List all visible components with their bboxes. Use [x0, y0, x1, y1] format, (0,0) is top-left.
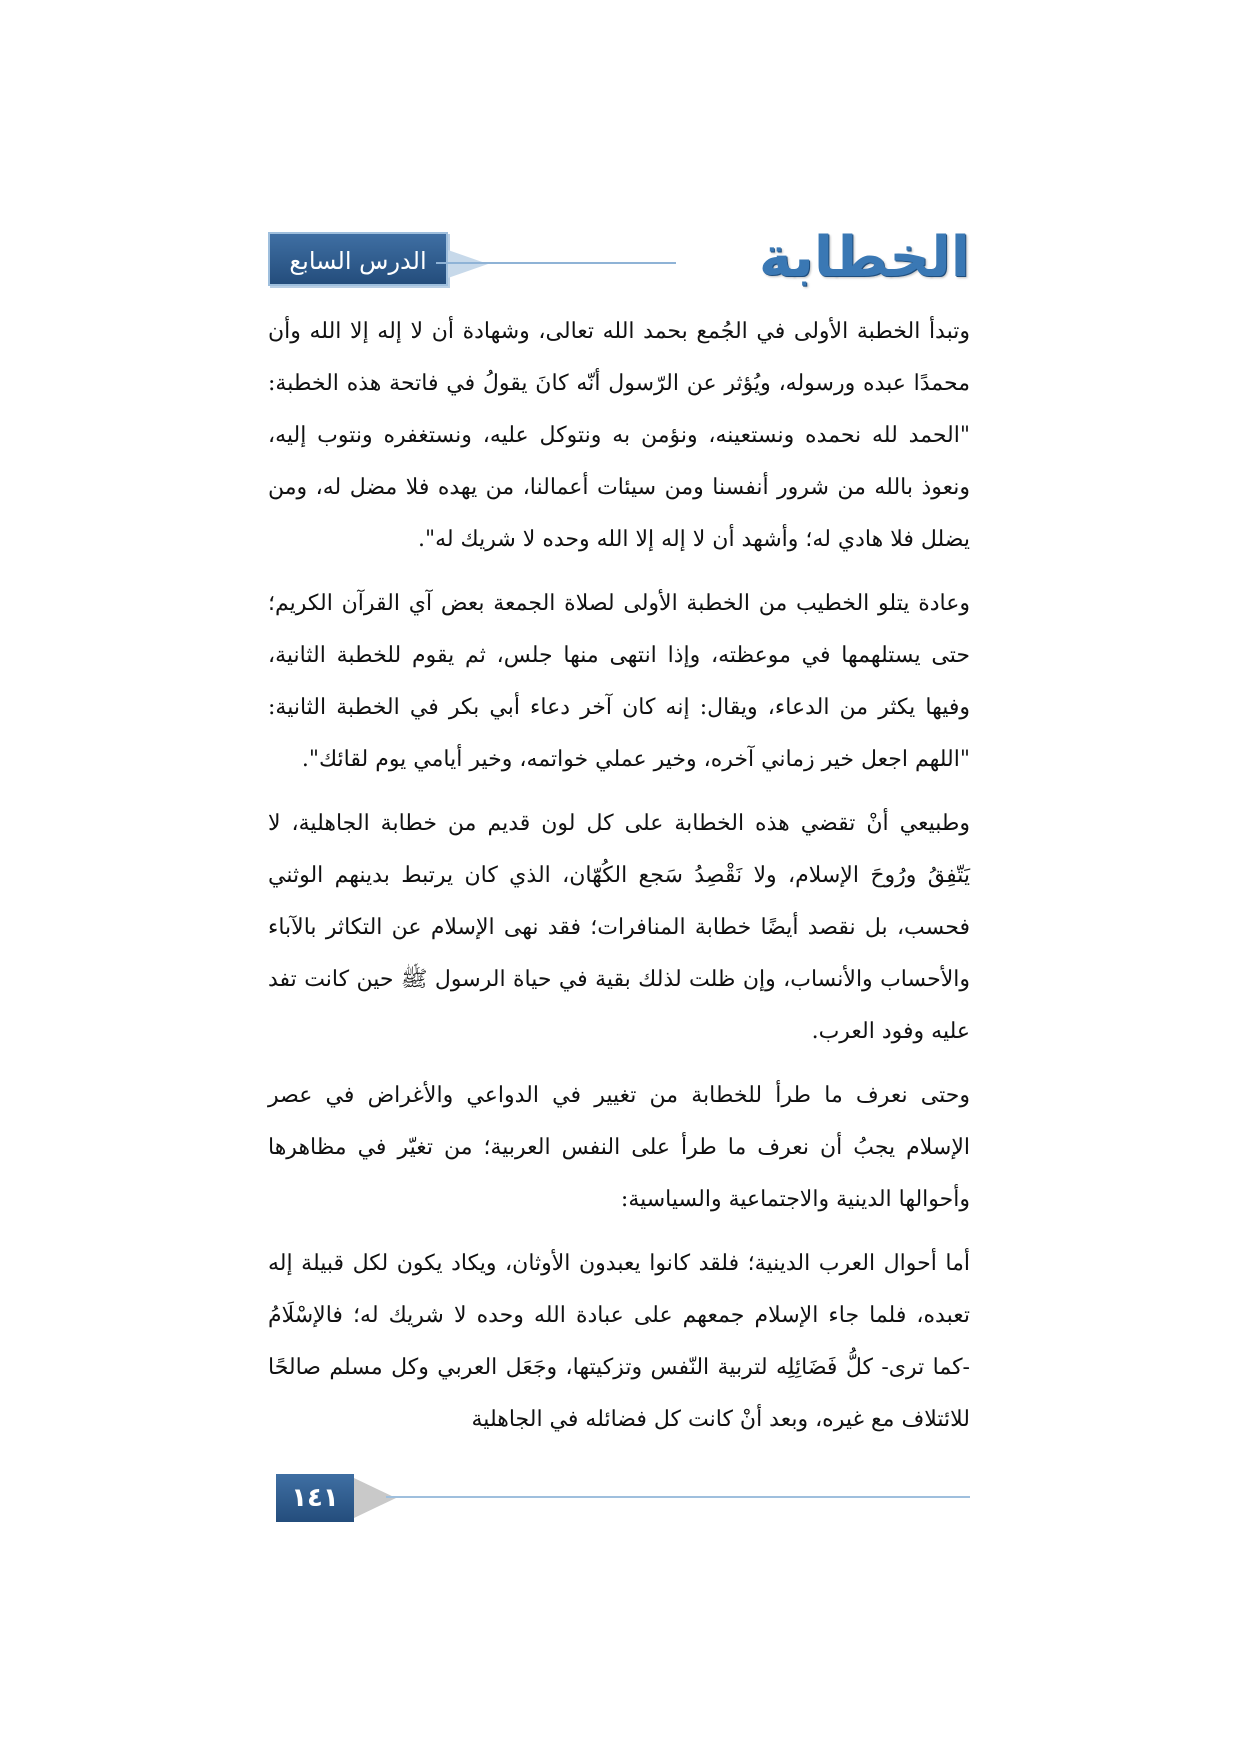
header-rule [436, 262, 676, 264]
footer-decor-wedge [354, 1478, 396, 1518]
page-header [268, 225, 970, 292]
paragraph-5: أما أحوال العرب الدينية؛ فلقد كانوا يعبدون الأوثان، ويكاد يكون لكل قبيلة إله تعبده، فلما جاء الإسلام جمعهم على عبادة الله وحده لا شريك له؛ فالإسْلَامُ -كما ترى- كلُّ فَضَائِلِه لتربية النّفس وتزكيتها، وجَعَل العربي وكل مسلم صالحًا للائتلاف مع غيره، وبعد أنْ كانت كل فضائله في الجاهلية [268, 1251, 970, 1432]
paragraph-2: وعادة يتلو الخطيب من الخطبة الأولى لصلاة الجمعة بعض آي القرآن الكريم؛ حتى يستلهمها في موعظته، وإذا انتهى منها جلس، ثم يقوم للخطبة الثانية، وفيها يكثر من الدعاء، ويقال: إنه كان آخر دعاء أبي بكر في الخطبة الثانية: "اللهم اجعل خير زماني آخره، وخير عملي خواتمه، وخير أيامي يوم لقائك". [268, 591, 970, 772]
chapter-title: الخطابة [758, 225, 970, 290]
page-number: ١٤١ [276, 1474, 354, 1522]
paragraph-1: وتبدأ الخطبة الأولى في الجُمع بحمد الله تعالى، وشهادة أن لا إله إلا الله وأن محمدًا عبده ورسوله، ويُؤثر عن الرّسول أنّه كانَ يقولُ في فاتحة هذه الخطبة: "الحمد لله نحمده ونستعينه، ونؤمن به ونتوكل عليه، ونستغفره ونتوب إليه، ونعوذ بالله من شرور أنفسنا ومن سيئات أعمالنا، من يهده فلا مضل له، ومن يضلل فلا هادي له؛ وأشهد أن لا إله إلا الله وحده لا شريك له". [268, 319, 970, 552]
footer-rule [386, 1496, 970, 1498]
body-text [268, 306, 970, 1458]
paragraph-4: وحتى نعرف ما طرأ للخطابة من تغيير في الدواعي والأغراض في عصر الإسلام يجبُ أن نعرف ما طرأ على النفس العربية؛ من تغيّر في مظاهرها وأحوالها الدينية والاجتماعية والسياسية: [268, 1083, 970, 1212]
page-footer [276, 1474, 970, 1524]
lesson-badge: الدرس السابع [268, 232, 448, 286]
header-decor-wedge [448, 250, 488, 278]
paragraph-3: وطبيعي أنْ تقضي هذه الخطابة على كل لون قديم من خطابة الجاهلية، لا يَتّفِقُ ورُوحَ الإسلام، ولا نَقْصِدُ سَجع الكُهّان، الذي كان يرتبط بدينهم الوثني فحسب، بل نقصد أيضًا خطابة المنافرات؛ فقد نهى الإسلام عن التكاثر بالآباء والأحساب والأنساب، وإن ظلت لذلك بقية في حياة الرسول ﷺ حين كانت تفد عليه وفود العرب. [268, 811, 970, 1044]
